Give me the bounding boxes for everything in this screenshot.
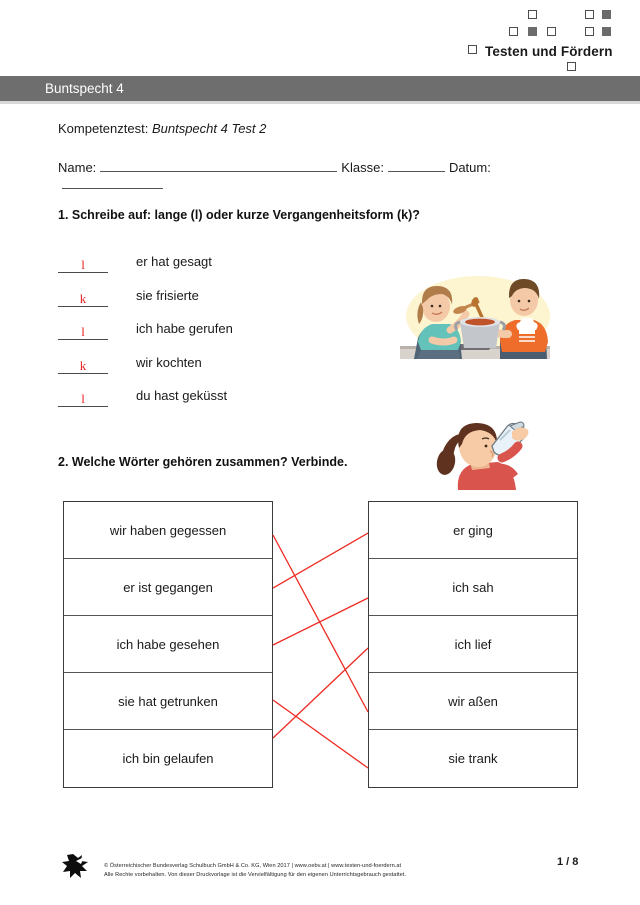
brand-square-9 xyxy=(567,62,576,71)
exercise-1-row xyxy=(58,319,358,353)
exercise-1-row xyxy=(58,252,358,286)
brand-logo xyxy=(455,8,635,70)
page-title: Buntspecht 4 xyxy=(45,81,124,96)
exercise-1-answer-blank[interactable] xyxy=(58,256,108,273)
exercise-1-phrase: sie frisierte xyxy=(136,287,199,303)
exercise-1-heading: 1. Schreibe auf: lange (l) oder kurze Vergangenheitsform (k)? xyxy=(58,208,420,222)
brand-label: Testen und Fördern xyxy=(485,44,613,59)
exercise-1-phrase: du hast geküsst xyxy=(136,388,228,403)
matching-line xyxy=(273,535,368,712)
klasse-input[interactable] xyxy=(388,158,445,172)
matching-right-item[interactable]: ich sah xyxy=(369,559,577,616)
kompetenztest-label: Kompetenztest: xyxy=(58,121,149,136)
exercise-1-phrase: ich habe gerufen xyxy=(136,321,233,336)
brand-square-3 xyxy=(509,27,518,36)
matching-right-item[interactable]: ich lief xyxy=(369,616,577,673)
brand-square-1 xyxy=(585,10,594,19)
matching-line xyxy=(273,533,368,588)
matching-right-item[interactable]: er ging xyxy=(369,502,577,559)
exercise-1-answer-blank[interactable] xyxy=(58,290,108,307)
matching-right-item[interactable]: wir aßen xyxy=(369,673,577,730)
brand-square-7 xyxy=(602,27,611,36)
datum-label: Datum: xyxy=(448,160,491,175)
cooking-illustration xyxy=(388,258,560,370)
copyright-line-1: © Österreichischer Bundesverlag Schulbuch GmbH & Co. KG, Wien 2017 | www.oebv.at | www.testen-und-foerdern.at xyxy=(104,863,402,869)
exercise-1-answer-blank[interactable] xyxy=(58,390,108,407)
exercise-1-row xyxy=(58,386,358,420)
brand-square-2 xyxy=(602,10,611,19)
exercise-1-answer-value: k xyxy=(79,290,87,306)
drinking-illustration-svg xyxy=(414,418,536,490)
copyright-text xyxy=(104,862,406,879)
brand-square-4 xyxy=(528,27,537,36)
exercise-1-list xyxy=(58,252,358,420)
exercise-1-phrase: wir kochten xyxy=(136,354,202,370)
exercise-1-phrase: er hat gesagt xyxy=(136,254,212,269)
exercise-1-row xyxy=(58,286,358,320)
title-bar-shadow xyxy=(0,101,640,104)
matching-line xyxy=(273,598,368,645)
brand-square-8 xyxy=(468,45,477,54)
exercise-1-answer-value: l xyxy=(81,391,85,406)
brand-square-6 xyxy=(585,27,594,36)
matching-right-item[interactable]: sie trank xyxy=(448,751,498,766)
matching-left-item[interactable]: er ist gegangen xyxy=(64,559,272,616)
name-input[interactable] xyxy=(100,158,337,172)
exercise-1-answer-value: l xyxy=(81,324,85,339)
name-label: Name: xyxy=(58,160,97,175)
brand-square-5 xyxy=(547,27,556,36)
kompetenztest-line xyxy=(58,121,266,136)
kompetenztest-value: Buntspecht 4 Test 2 xyxy=(151,121,267,136)
exercise-1-row xyxy=(58,353,358,387)
matching-left-item[interactable]: ich habe gesehen xyxy=(64,616,272,673)
exercise-1-answer-blank[interactable] xyxy=(58,357,108,374)
exercise-1-answer-value: l xyxy=(81,257,85,272)
matching-left-column xyxy=(63,501,273,788)
exercise-2-heading: 2. Welche Wörter gehören zusammen? Verbinde. xyxy=(58,455,348,469)
exercise-1-answer-value: k xyxy=(79,357,87,373)
cooking-illustration-svg xyxy=(388,258,560,370)
datum-input[interactable] xyxy=(62,175,163,189)
drinking-illustration xyxy=(414,418,536,490)
publisher-logo-icon xyxy=(60,852,90,882)
page-number: 1 / 8 xyxy=(557,856,579,868)
brand-square-0 xyxy=(528,10,537,19)
exercise-1-answer-blank[interactable] xyxy=(58,323,108,340)
matching-line xyxy=(273,648,368,738)
copyright-line-2: Alle Rechte vorbehalten. Von dieser Druckvorlage ist die Vervielfältigung für den eigenen Unterrichtsgebrauch gestattet. xyxy=(104,871,407,878)
publisher-logo-svg xyxy=(60,852,90,882)
klasse-label: Klasse: xyxy=(341,160,384,175)
matching-line xyxy=(273,700,368,768)
student-info-row xyxy=(58,158,588,192)
matching-left-item[interactable]: sie hat getrunken xyxy=(64,673,272,730)
matching-right-column xyxy=(368,501,578,788)
matching-left-item[interactable]: ich bin gelaufen xyxy=(122,751,214,766)
matching-left-item[interactable]: wir haben gegessen xyxy=(64,502,272,559)
